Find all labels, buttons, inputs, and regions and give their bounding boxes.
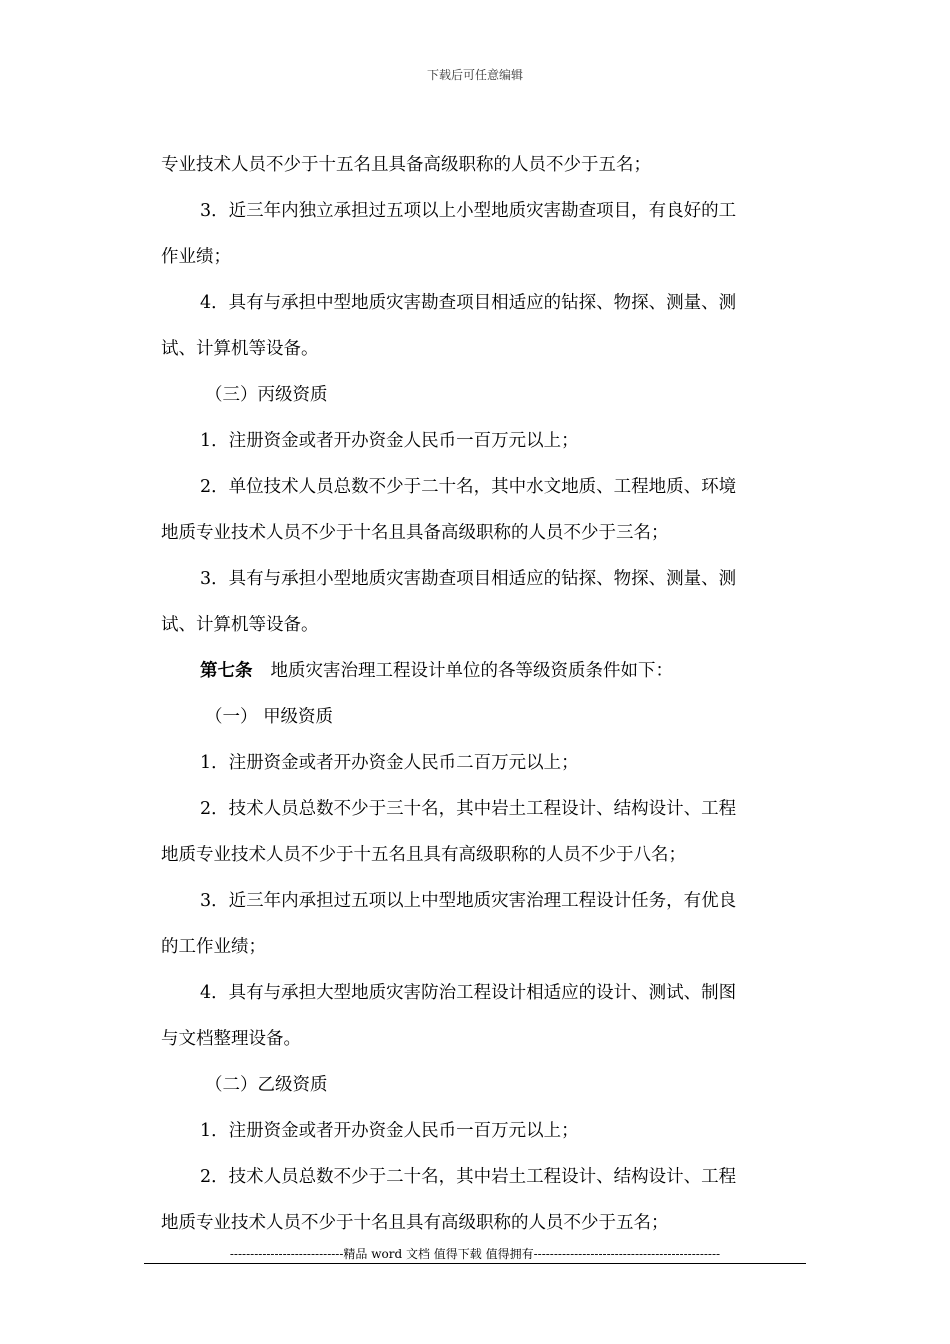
paragraph-line: 作业绩； [161,247,231,267]
article-label: 第七条 [200,661,253,681]
section-heading: （一） 甲级资质 [205,707,334,727]
paragraph-line: 的工作业绩； [161,937,266,957]
paragraph-line: 2．技术人员总数不少于二十名，其中岩土工程设计、结构设计、工程 [200,1167,737,1187]
section-heading: （二）乙级资质 [205,1075,328,1095]
paragraph-line: 专业技术人员不少于十五名且具备高级职称的人员不少于五名； [161,155,651,175]
paragraph-line: 地质专业技术人员不少于十名且具有高级职称的人员不少于五名； [161,1213,669,1233]
paragraph-line: 1．注册资金或者开办资金人民币二百万元以上； [200,753,579,773]
paragraph-line: 3．近三年内独立承担过五项以上小型地质灾害勘查项目，有良好的工 [200,201,737,221]
section-heading: （三）丙级资质 [205,385,328,405]
paragraph-line: 4．具有与承担中型地质灾害勘查项目相适应的钻探、物探、测量、测 [200,293,737,313]
paragraph-line: 试、计算机等设备。 [161,615,319,635]
article-line [161,648,785,694]
paragraph-line: 与文档整理设备。 [161,1029,301,1049]
paragraph-line: 3．具有与承担小型地质灾害勘查项目相适应的钻探、物探、测量、测 [200,569,737,589]
paragraph-line: 3．近三年内承担过五项以上中型地质灾害治理工程设计任务，有优良 [200,891,737,911]
paragraph-line: 地质专业技术人员不少于十五名且具有高级职称的人员不少于八名； [161,845,686,865]
paragraph-line: 1．注册资金或者开办资金人民币一百万元以上； [200,1121,579,1141]
paragraph-line: 2．技术人员总数不少于三十名，其中岩土工程设计、结构设计、工程 [200,799,737,819]
paragraph-line: 地质专业技术人员不少于十名且具备高级职称的人员不少于三名； [161,523,669,543]
document-body [161,142,785,1246]
page-header: 下载后可任意编辑 [426,68,523,82]
paragraph-line: 试、计算机等设备。 [161,339,319,359]
paragraph-line: 4．具有与承担大型地质灾害防治工程设计相适应的设计、测试、制图 [200,983,737,1003]
footer-divider [144,1263,806,1264]
paragraph-line: 1．注册资金或者开办资金人民币一百万元以上； [200,431,579,451]
page-footer: ----------------------------精品 word 文档 值得下载 值得拥有---------------------------------------------- [229,1247,721,1261]
article-text: 地质灾害治理工程设计单位的各等级资质条件如下： [270,661,673,681]
paragraph-line: 2．单位技术人员总数不少于二十名，其中水文地质、工程地质、环境 [200,477,737,497]
